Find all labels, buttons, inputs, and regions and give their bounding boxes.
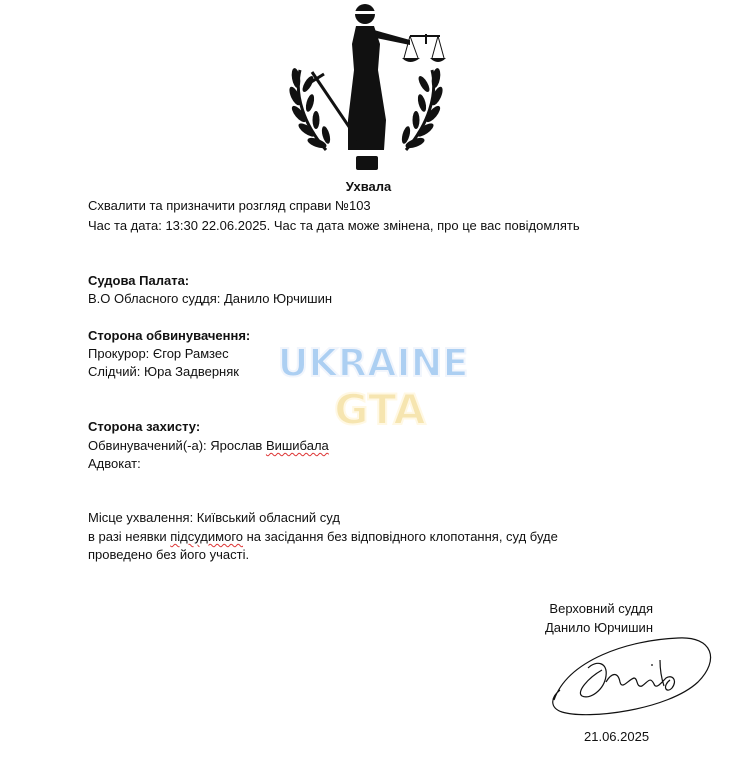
presiding-judge-line: В.О Обласного суддя: Данило Юрчишин <box>88 291 333 306</box>
signatory-position: Верховний суддя <box>549 601 653 616</box>
absence-note-line-2: проведено без його участі. <box>88 547 250 562</box>
accused-surname: Вишибала <box>265 438 329 453</box>
document-title: Ухвала <box>345 179 392 194</box>
watermark-line-2: GTA <box>334 385 426 434</box>
defense-heading: Сторона захисту: <box>88 419 201 434</box>
case-approval-line: Схвалити та призначити розгляд справи №103 <box>88 198 371 213</box>
ruling-place-line: Місце ухвалення: Київський обласний суд <box>88 510 340 525</box>
prosecution-heading: Сторона обвинувачення: <box>88 328 251 343</box>
ukraine-gta-watermark <box>268 332 478 436</box>
hearing-datetime-line: Час та дата: 13:30 22.06.2025. Час та дата може змінена, про це вас повідомлять <box>88 218 580 233</box>
watermark-line-1: UKRAINE <box>277 341 469 385</box>
lady-justice-emblem-icon <box>286 0 446 176</box>
accused-label: Обвинувачений(-а): Ярослав <box>88 438 266 453</box>
absence-note-line <box>88 529 558 545</box>
absence-note-start: в разі неявки <box>88 529 171 544</box>
court-chamber-heading: Судова Палата: <box>88 273 190 288</box>
lawyer-line: Адвокат: <box>88 456 141 471</box>
signature-date: 21.06.2025 <box>584 729 650 744</box>
prosecutor-line: Прокурор: Єгор Рамзес <box>88 346 229 361</box>
handwritten-signature <box>548 620 718 720</box>
investigator-line: Слідчий: Юра Задверняк <box>88 364 239 379</box>
signatory-name: Данило Юрчишин <box>544 620 653 635</box>
absence-note-end: на засідання без відповідного клопотання, суд буде <box>243 529 558 544</box>
absence-note-flagged-word: підсудимого <box>170 529 244 544</box>
accused-line <box>88 438 329 454</box>
